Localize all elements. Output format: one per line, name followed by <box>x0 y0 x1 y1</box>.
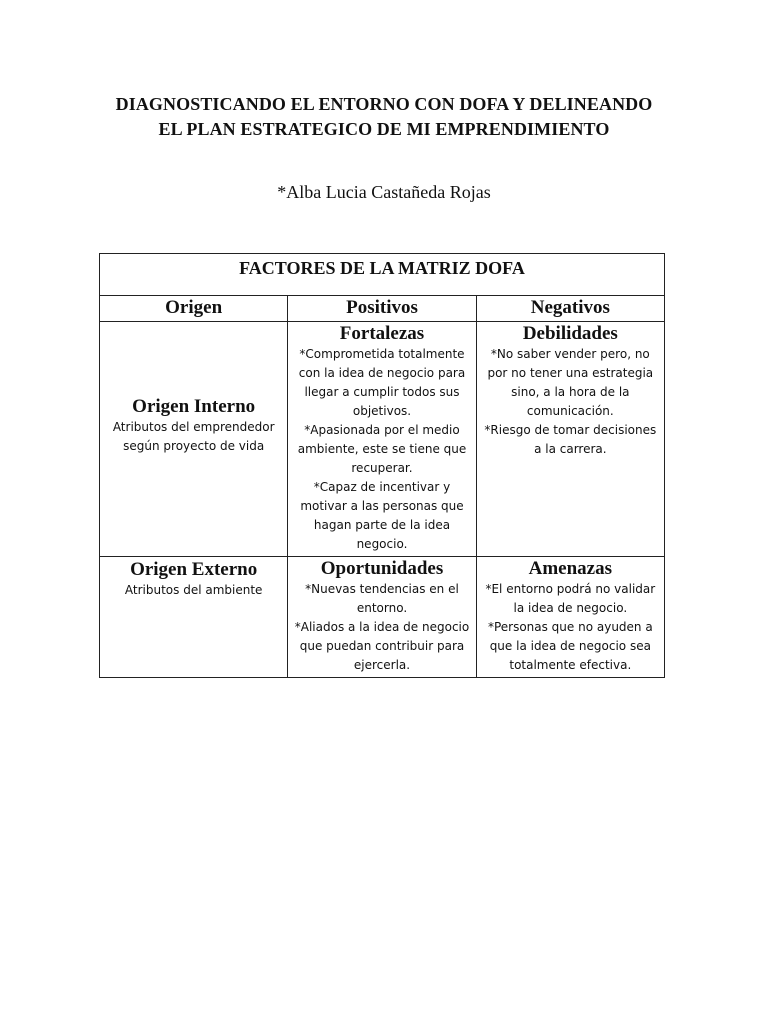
cell-oportunidades <box>288 557 476 678</box>
table-header-row <box>100 296 665 322</box>
amenazas-item: *El entorno podrá no validar la idea de negocio. <box>485 582 656 615</box>
document-title-line-1: DIAGNOSTICANDO EL ENTORNO CON DOFA Y DELINEANDO <box>115 94 653 114</box>
cell-fortalezas <box>288 322 476 557</box>
origin-external-title: Origen Externo <box>130 559 258 580</box>
fortalezas-title: Fortalezas <box>339 323 425 344</box>
table-row-external <box>100 557 665 678</box>
oportunidades-list <box>288 580 475 677</box>
amenazas-title: Amenazas <box>528 558 613 579</box>
cell-origin-external <box>100 557 288 678</box>
document-title-line-2: EL PLAN ESTRATEGICO DE MI EMPRENDIMIENTO <box>158 119 610 139</box>
table-title-row <box>100 254 665 296</box>
debilidades-title: Debilidades <box>522 323 618 344</box>
debilidades-item: *No saber vender pero, no por no tener una estrategia sino, a la hora de la comunicación. <box>487 347 654 418</box>
fortalezas-list <box>288 345 475 556</box>
origin-external-desc: Atributos del ambiente <box>124 583 263 597</box>
header-positivos: Positivos <box>288 296 476 322</box>
fortalezas-item: *Capaz de incentivar y motivar a las personas que hagan parte de la idea negocio. <box>300 480 464 551</box>
cell-origin-internal <box>100 322 288 557</box>
header-negativos: Negativos <box>476 296 664 322</box>
amenazas-list <box>477 580 664 677</box>
dofa-matrix-table <box>99 253 665 678</box>
header-origen: Origen <box>100 296 288 322</box>
oportunidades-item: *Nuevas tendencias en el entorno. <box>305 582 459 615</box>
amenazas-item: *Personas que no ayuden a que la idea de negocio sea totalmente efectiva. <box>487 620 653 672</box>
table-title: FACTORES DE LA MATRIZ DOFA <box>100 254 665 296</box>
author-name: *Alba Lucia Castañeda Rojas <box>277 182 491 202</box>
fortalezas-item: *Comprometida totalmente con la idea de negocio para llegar a cumplir todos sus objetivos. <box>298 347 466 418</box>
fortalezas-item: *Apasionada por el medio ambiente, este se tiene que recuperar. <box>297 423 467 475</box>
oportunidades-title: Oportunidades <box>320 558 444 579</box>
cell-debilidades <box>476 322 664 557</box>
document-title <box>60 92 708 142</box>
debilidades-list <box>477 345 664 461</box>
cell-amenazas <box>476 557 664 678</box>
origin-internal-desc: Atributos del emprendedor según proyecto de vida <box>112 420 275 453</box>
table-row-internal <box>100 322 665 557</box>
oportunidades-item: *Aliados a la idea de negocio que puedan contribuir para ejercerla. <box>294 620 470 672</box>
origin-internal-title: Origen Interno <box>132 396 256 417</box>
debilidades-item: *Riesgo de tomar decisiones a la carrera. <box>484 423 657 456</box>
